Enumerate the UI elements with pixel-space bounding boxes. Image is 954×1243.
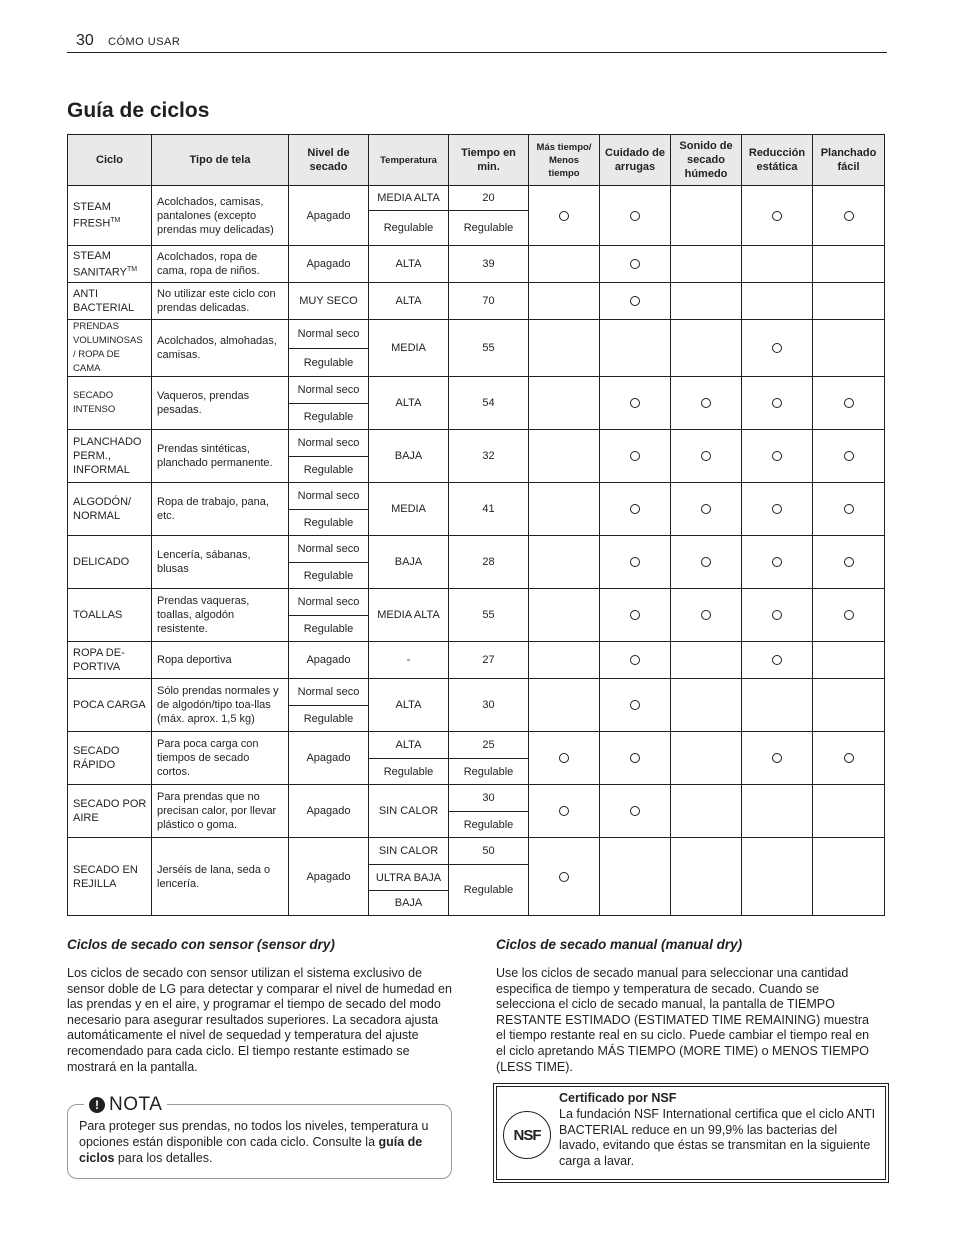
cycle-name-text: PRENDAS VOLUMINOSAS / ROPA DE CAMA: [73, 321, 143, 374]
wrinkle-care-cell: [600, 838, 671, 916]
note-text-part: Para proteger sus prendas, no todos los niveles, temperatura u opciones están disponible con cada ciclo. Consulte la: [79, 1119, 429, 1149]
static-reduction-cell: [742, 732, 813, 785]
option-circle-icon: [630, 700, 640, 710]
option-circle-icon: [559, 872, 569, 882]
option-circle-icon: [630, 753, 640, 763]
fabric-type: Acolchados, almohadas, camisas.: [152, 320, 289, 377]
option-circle-icon: [844, 610, 854, 620]
temperature: -: [369, 642, 449, 679]
damp-dry-signal-cell: [671, 642, 742, 679]
time-min: Regulable: [449, 211, 529, 246]
header-cell: Nivel de secado: [289, 135, 369, 186]
cycle-name-text: POCA CARGA: [73, 699, 146, 711]
dry-level: Normal seco: [289, 377, 369, 404]
time-min: 55: [449, 320, 529, 377]
option-circle-icon: [559, 806, 569, 816]
wrinkle-care-cell: [600, 589, 671, 642]
cycle-name: [68, 785, 152, 838]
cycle-name: [68, 589, 152, 642]
manual-dry-heading: Ciclos de secado manual (manual dry): [496, 937, 743, 952]
more-less-time-cell: [529, 246, 600, 283]
fabric-type: Jerséis de lana, seda o lencería.: [152, 838, 289, 916]
option-circle-icon: [772, 557, 782, 567]
wrinkle-care-cell: [600, 246, 671, 283]
time-min: 32: [449, 430, 529, 483]
time-min: 39: [449, 246, 529, 283]
temperature: MEDIA ALTA: [369, 589, 449, 642]
dry-level: Regulable: [289, 349, 369, 377]
easy-iron-cell: [813, 642, 885, 679]
temperature: MEDIA ALTA: [369, 186, 449, 211]
cycle-name-text: SECADO INTENSO: [73, 390, 116, 415]
header-cell: Más tiempo/ Menos tiempo: [529, 135, 600, 186]
table-row: [68, 589, 885, 616]
fabric-type: Prendas vaqueras, toallas, algodón resistente.: [152, 589, 289, 642]
option-circle-icon: [772, 211, 782, 221]
cycle-name: [68, 246, 152, 283]
header-cell: Tiempo en min.: [449, 135, 529, 186]
header-cell: Planchado fácil: [813, 135, 885, 186]
wrinkle-care-cell: [600, 320, 671, 377]
option-circle-icon: [630, 610, 640, 620]
fabric-type: Lencería, sábanas, blusas: [152, 536, 289, 589]
cycle-name: [68, 536, 152, 589]
trademark-mark: TM: [127, 265, 138, 273]
time-min: 30: [449, 785, 529, 812]
static-reduction-cell: [742, 536, 813, 589]
table-header-row: [68, 135, 885, 186]
nsf-text: La fundación NSF International certifica que el ciclo ANTI BACTERIAL reduce en un 99,9% las bacterias del lavado, evitando que éstas se transmitan en la siguiente carga a lavar.: [559, 1107, 876, 1168]
more-less-time-cell: [529, 320, 600, 377]
manual-dry-text: Use los ciclos de secado manual para seleccionar una cantidad especifica de tiempo y temperatura de secado. Cuando se selecciona el ciclo de secado manual, la pantalla de TIEMPO RESTANTE ESTIMADO (ESTIMATED TIME REMAINING) muestra el tiempo restante real en su ciclo. Puede cambiar el tiempo real en el ciclo apretando MÁS TIEMPO (MORE TIME) o MENOS TIEMPO (LESS TIME).: [496, 966, 870, 1074]
temperature: ALTA: [369, 732, 449, 759]
time-min: 50: [449, 838, 529, 865]
header-cell: Reducción estática: [742, 135, 813, 186]
sensor-dry-text: Los ciclos de secado con sensor utilizan el sistema exclusivo de sensor doble de LG para detectar y comparar el nivel de humedad en las prendas y en el aire, y programar el tiempo de secado del modo necesario para asegurar resultados superiores. La secadora ajusta automáticamente el nivel de sequedad y temperatura del ajuste recomendado para cada ciclo. El tiempo restante estimado se mostrará en la pantalla.: [67, 966, 452, 1074]
dry-level: Regulable: [289, 457, 369, 483]
header-cell: Temperatura: [369, 135, 449, 186]
option-circle-icon: [844, 557, 854, 567]
cycle-name-text: SECADO POR AIRE: [73, 798, 147, 824]
option-circle-icon: [772, 655, 782, 665]
temperature: ULTRA BAJA: [369, 865, 449, 891]
time-min: Regulable: [449, 759, 529, 785]
table-row: [68, 320, 885, 349]
easy-iron-cell: [813, 483, 885, 536]
wrinkle-care-cell: [600, 430, 671, 483]
more-less-time-cell: [529, 589, 600, 642]
fabric-type: Ropa deportiva: [152, 642, 289, 679]
fabric-type: Para poca carga con tiempos de secado cortos.: [152, 732, 289, 785]
option-circle-icon: [844, 398, 854, 408]
cycle-name-text: SECADO EN REJILLA: [73, 863, 138, 890]
time-min: 41: [449, 483, 529, 536]
cycle-name: [68, 430, 152, 483]
page-number: 30: [76, 32, 94, 49]
table-row: [68, 483, 885, 510]
more-less-time-cell: [529, 377, 600, 430]
trademark-mark: TM: [110, 217, 121, 225]
option-circle-icon: [772, 610, 782, 620]
cycle-guide-table: [67, 134, 885, 916]
damp-dry-signal-cell: [671, 483, 742, 536]
cycle-name-text: TOALLAS: [73, 609, 123, 621]
cycle-name-text: STEAM FRESH: [73, 201, 111, 230]
dry-level: Regulable: [289, 616, 369, 642]
dry-level: Regulable: [289, 510, 369, 536]
more-less-time-cell: [529, 642, 600, 679]
fabric-type: Vaqueros, prendas pesadas.: [152, 377, 289, 430]
temperature: BAJA: [369, 536, 449, 589]
table-row: [68, 430, 885, 457]
more-less-time-cell: [529, 536, 600, 589]
cycle-name: [68, 732, 152, 785]
fabric-type: Ropa de trabajo, pana, etc.: [152, 483, 289, 536]
cycle-name-text: PLANCHADO PERM., INFORMAL: [73, 436, 142, 476]
wrinkle-care-cell: [600, 642, 671, 679]
dry-level: Regulable: [289, 404, 369, 430]
table-row: [68, 838, 885, 865]
option-circle-icon: [630, 504, 640, 514]
cycle-name: [68, 320, 152, 377]
easy-iron-cell: [813, 186, 885, 246]
static-reduction-cell: [742, 679, 813, 732]
easy-iron-cell: [813, 246, 885, 283]
cycle-name: [68, 283, 152, 320]
option-circle-icon: [844, 211, 854, 221]
dry-level: Normal seco: [289, 320, 369, 349]
easy-iron-cell: [813, 785, 885, 838]
header-cell: Tipo de tela: [152, 135, 289, 186]
header-cell: Cuidado de arrugas: [600, 135, 671, 186]
dry-level: Apagado: [289, 785, 369, 838]
static-reduction-cell: [742, 589, 813, 642]
temperature: BAJA: [369, 891, 449, 916]
static-reduction-cell: [742, 246, 813, 283]
table-row: [68, 536, 885, 563]
fabric-type: Acolchados, ropa de cama, ropa de niños.: [152, 246, 289, 283]
option-circle-icon: [630, 296, 640, 306]
time-min: Regulable: [449, 865, 529, 916]
dry-level: Normal seco: [289, 430, 369, 457]
damp-dry-signal-cell: [671, 679, 742, 732]
option-circle-icon: [701, 557, 711, 567]
static-reduction-cell: [742, 430, 813, 483]
option-circle-icon: [844, 753, 854, 763]
easy-iron-cell: [813, 838, 885, 916]
note-text: [79, 1119, 445, 1166]
option-circle-icon: [701, 451, 711, 461]
fabric-type: Para prendas que no precisan calor, por llevar plástico o goma.: [152, 785, 289, 838]
more-less-time-cell: [529, 785, 600, 838]
time-min: Regulable: [449, 812, 529, 838]
temperature: SIN CALOR: [369, 838, 449, 865]
time-min: 28: [449, 536, 529, 589]
dry-level: Apagado: [289, 732, 369, 785]
dry-level: Regulable: [289, 706, 369, 732]
cycle-name-text: ANTI BACTERIAL: [73, 288, 135, 314]
temperature: BAJA: [369, 430, 449, 483]
dry-level: Apagado: [289, 186, 369, 246]
table-row: [68, 785, 885, 812]
static-reduction-cell: [742, 186, 813, 246]
option-circle-icon: [701, 610, 711, 620]
static-reduction-cell: [742, 642, 813, 679]
more-less-time-cell: [529, 732, 600, 785]
note-label: [84, 1094, 167, 1116]
option-circle-icon: [701, 398, 711, 408]
time-min: 20: [449, 186, 529, 211]
option-circle-icon: [772, 504, 782, 514]
more-less-time-cell: [529, 838, 600, 916]
option-circle-icon: [630, 398, 640, 408]
option-circle-icon: [701, 504, 711, 514]
nsf-certification-box: [493, 1083, 889, 1183]
temperature: Regulable: [369, 211, 449, 246]
temperature: SIN CALOR: [369, 785, 449, 838]
table-row: [68, 732, 885, 759]
fabric-type: Sólo prendas normales y de algodón/tipo toa-llas (máx. aprox. 1,5 kg): [152, 679, 289, 732]
option-circle-icon: [559, 753, 569, 763]
nsf-title: Certificado por NSF: [559, 1091, 677, 1105]
more-less-time-cell: [529, 679, 600, 732]
static-reduction-cell: [742, 838, 813, 916]
table-row: [68, 246, 885, 283]
static-reduction-cell: [742, 483, 813, 536]
header-cell: Ciclo: [68, 135, 152, 186]
option-circle-icon: [630, 259, 640, 269]
temperature: MEDIA: [369, 320, 449, 377]
time-min: 30: [449, 679, 529, 732]
easy-iron-cell: [813, 283, 885, 320]
damp-dry-signal-cell: [671, 536, 742, 589]
dry-level: Regulable: [289, 563, 369, 589]
static-reduction-cell: [742, 785, 813, 838]
wrinkle-care-cell: [600, 679, 671, 732]
damp-dry-signal-cell: [671, 283, 742, 320]
temperature: ALTA: [369, 246, 449, 283]
wrinkle-care-cell: [600, 186, 671, 246]
damp-dry-signal-cell: [671, 785, 742, 838]
wrinkle-care-cell: [600, 785, 671, 838]
temperature: ALTA: [369, 377, 449, 430]
option-circle-icon: [772, 451, 782, 461]
dry-level: Apagado: [289, 642, 369, 679]
option-circle-icon: [844, 451, 854, 461]
damp-dry-signal-cell: [671, 589, 742, 642]
section-name: CÓMO USAR: [108, 36, 181, 48]
wrinkle-care-cell: [600, 732, 671, 785]
option-circle-icon: [630, 211, 640, 221]
sensor-dry-heading: Ciclos de secado con sensor (sensor dry): [67, 937, 335, 952]
damp-dry-signal-cell: [671, 732, 742, 785]
temperature: ALTA: [369, 283, 449, 320]
fabric-type: No utilizar este ciclo con prendas delicadas.: [152, 283, 289, 320]
cycle-name-text: STEAM SANITARY: [73, 249, 127, 279]
note-text-bold: guía de ciclos: [79, 1134, 423, 1165]
damp-dry-signal-cell: [671, 246, 742, 283]
time-min: 70: [449, 283, 529, 320]
cycle-name: [68, 186, 152, 246]
easy-iron-cell: [813, 536, 885, 589]
time-min: 54: [449, 377, 529, 430]
dry-level: Normal seco: [289, 483, 369, 510]
option-circle-icon: [630, 806, 640, 816]
option-circle-icon: [772, 753, 782, 763]
damp-dry-signal-cell: [671, 186, 742, 246]
easy-iron-cell: [813, 732, 885, 785]
damp-dry-signal-cell: [671, 430, 742, 483]
wrinkle-care-cell: [600, 483, 671, 536]
time-min: 27: [449, 642, 529, 679]
cycle-name: [68, 679, 152, 732]
fabric-type: Acolchados, camisas, pantalones (excepto prendas muy delicadas): [152, 186, 289, 246]
option-circle-icon: [630, 655, 640, 665]
note-text-part: para los detalles.: [114, 1150, 213, 1165]
cycle-name-text: ALGODÓN/ NORMAL: [73, 496, 132, 522]
table-row: [68, 679, 885, 706]
wrinkle-care-cell: [600, 536, 671, 589]
cycle-name: [68, 377, 152, 430]
note-box: [67, 1094, 452, 1179]
damp-dry-signal-cell: [671, 377, 742, 430]
dry-level: Normal seco: [289, 589, 369, 616]
more-less-time-cell: [529, 186, 600, 246]
option-circle-icon: [772, 343, 782, 353]
easy-iron-cell: [813, 320, 885, 377]
cycle-name-text: SECADO RÁPIDO: [73, 745, 120, 771]
nsf-logo: [503, 1111, 551, 1159]
easy-iron-cell: [813, 589, 885, 642]
warning-icon: !: [89, 1097, 105, 1113]
cycle-name: [68, 483, 152, 536]
easy-iron-cell: [813, 377, 885, 430]
option-circle-icon: [559, 211, 569, 221]
option-circle-icon: [844, 504, 854, 514]
dry-level: Apagado: [289, 838, 369, 916]
dry-level: MUY SECO: [289, 283, 369, 320]
table-row: [68, 186, 885, 211]
page-title: Guía de ciclos: [67, 99, 210, 122]
damp-dry-signal-cell: [671, 320, 742, 377]
page-header: [67, 30, 887, 53]
nsf-logo-text: NSF: [513, 1126, 541, 1144]
cycle-name: [68, 642, 152, 679]
dry-level: Normal seco: [289, 679, 369, 706]
note-title: NOTA: [109, 1094, 163, 1115]
temperature: Regulable: [369, 759, 449, 785]
dry-level: Normal seco: [289, 536, 369, 563]
easy-iron-cell: [813, 679, 885, 732]
damp-dry-signal-cell: [671, 838, 742, 916]
more-less-time-cell: [529, 483, 600, 536]
option-circle-icon: [630, 451, 640, 461]
cycle-name-text: ROPA DE-PORTIVA: [73, 647, 125, 673]
cycle-name-text: DELICADO: [73, 556, 130, 568]
time-min: 55: [449, 589, 529, 642]
header-cell: Sonido de secado húmedo: [671, 135, 742, 186]
static-reduction-cell: [742, 320, 813, 377]
table-row: [68, 642, 885, 679]
fabric-type: Prendas sintéticas, planchado permanente.: [152, 430, 289, 483]
wrinkle-care-cell: [600, 283, 671, 320]
more-less-time-cell: [529, 283, 600, 320]
wrinkle-care-cell: [600, 377, 671, 430]
table-row: [68, 377, 885, 404]
option-circle-icon: [630, 557, 640, 567]
easy-iron-cell: [813, 430, 885, 483]
temperature: MEDIA: [369, 483, 449, 536]
static-reduction-cell: [742, 377, 813, 430]
time-min: 25: [449, 732, 529, 759]
more-less-time-cell: [529, 430, 600, 483]
option-circle-icon: [772, 398, 782, 408]
cycle-name: [68, 838, 152, 916]
static-reduction-cell: [742, 283, 813, 320]
temperature: ALTA: [369, 679, 449, 732]
table-row: [68, 283, 885, 320]
dry-level: Apagado: [289, 246, 369, 283]
